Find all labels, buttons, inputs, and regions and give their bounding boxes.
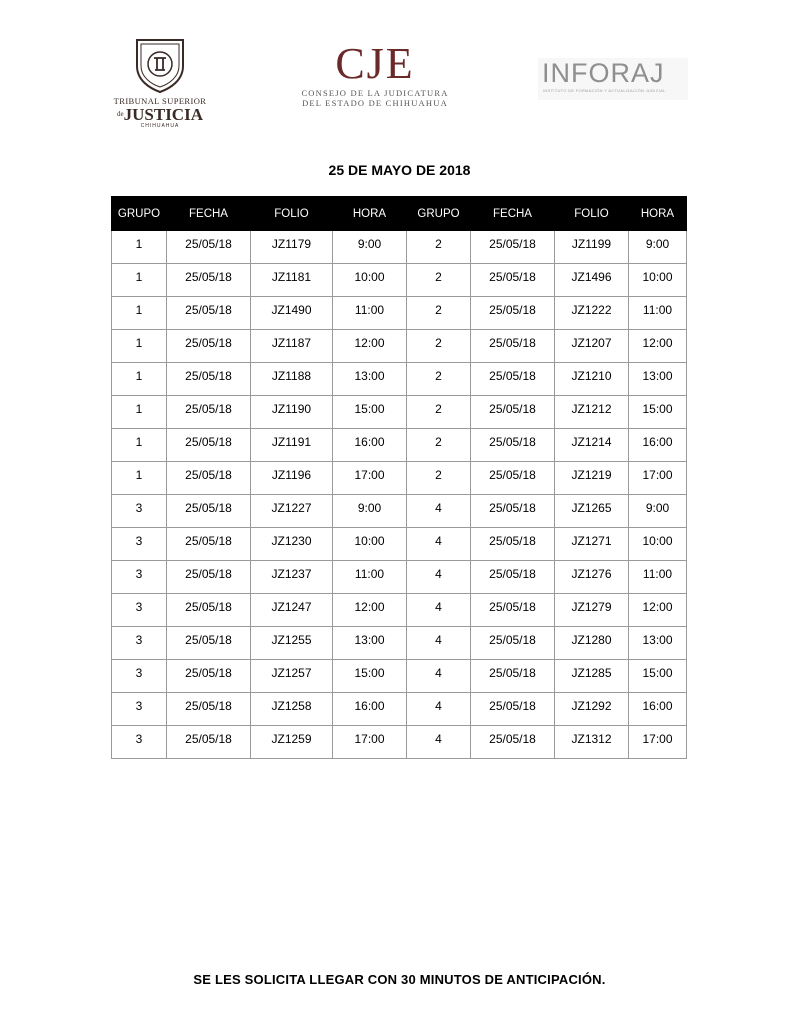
tsj-line3: CHIHUAHUA (140, 123, 180, 129)
cell-hora-2: 17:00 (629, 462, 687, 495)
cell-fecha-1: 25/05/18 (167, 231, 251, 264)
cell-fecha-1: 25/05/18 (167, 429, 251, 462)
cell-hora-2: 10:00 (629, 528, 687, 561)
cell-grupo-1: 1 (112, 330, 167, 363)
table-row (112, 726, 687, 759)
inforaj-sub: INSTITUTO DE FORMACIÓN Y ACTUALIZACIÓN JUDICIAL (543, 88, 666, 93)
table-row (112, 462, 687, 495)
cell-grupo-2: 2 (407, 363, 471, 396)
cell-fecha-1: 25/05/18 (167, 297, 251, 330)
cell-fecha-2: 25/05/18 (471, 462, 555, 495)
cell-folio-1: JZ1188 (251, 363, 333, 396)
cell-hora-2: 17:00 (629, 726, 687, 759)
cell-hora-2: 16:00 (629, 693, 687, 726)
tsj-line1: TRIBUNAL SUPERIOR (113, 96, 207, 106)
cell-hora-2: 16:00 (629, 429, 687, 462)
cell-folio-2: JZ1219 (555, 462, 629, 495)
cell-fecha-1: 25/05/18 (167, 528, 251, 561)
cell-hora-2: 12:00 (629, 594, 687, 627)
cell-fecha-2: 25/05/18 (471, 396, 555, 429)
cell-folio-1: JZ1255 (251, 627, 333, 660)
header-folio-1: FOLIO (251, 197, 333, 231)
page-title: 25 DE MAYO DE 2018 (328, 162, 471, 178)
cell-fecha-2: 25/05/18 (471, 363, 555, 396)
schedule-body (112, 231, 687, 759)
cell-fecha-1: 25/05/18 (167, 264, 251, 297)
cell-grupo-1: 1 (112, 297, 167, 330)
table-row (112, 693, 687, 726)
cell-fecha-2: 25/05/18 (471, 264, 555, 297)
cell-folio-2: JZ1285 (555, 660, 629, 693)
cell-hora-1: 10:00 (333, 528, 407, 561)
cell-hora-1: 13:00 (333, 627, 407, 660)
cell-grupo-2: 4 (407, 495, 471, 528)
cell-fecha-1: 25/05/18 (167, 726, 251, 759)
table-row (112, 495, 687, 528)
tsj-line2-prefix: de (117, 110, 124, 118)
cje-sub2: DEL ESTADO DE CHIHUAHUA (302, 98, 448, 108)
cell-folio-1: JZ1490 (251, 297, 333, 330)
header-grupo-2: GRUPO (407, 197, 471, 231)
cell-hora-1: 17:00 (333, 726, 407, 759)
table-row (112, 330, 687, 363)
cell-grupo-2: 2 (407, 264, 471, 297)
cell-hora-1: 11:00 (333, 297, 407, 330)
cell-grupo-1: 3 (112, 594, 167, 627)
cell-grupo-2: 4 (407, 627, 471, 660)
cell-hora-1: 11:00 (333, 561, 407, 594)
cell-hora-2: 15:00 (629, 396, 687, 429)
cje-mark: CJE (335, 39, 415, 88)
tsj-logo (112, 36, 208, 128)
table-row (112, 627, 687, 660)
cell-folio-2: JZ1199 (555, 231, 629, 264)
cell-folio-1: JZ1258 (251, 693, 333, 726)
cell-folio-2: JZ1271 (555, 528, 629, 561)
cell-grupo-1: 3 (112, 693, 167, 726)
header-hora-2: HORA (629, 197, 687, 231)
cell-hora-1: 16:00 (333, 429, 407, 462)
cell-fecha-1: 25/05/18 (167, 594, 251, 627)
cell-folio-2: JZ1276 (555, 561, 629, 594)
cell-grupo-2: 4 (407, 660, 471, 693)
cell-fecha-1: 25/05/18 (167, 396, 251, 429)
cell-hora-1: 15:00 (333, 396, 407, 429)
cell-hora-2: 11:00 (629, 297, 687, 330)
cell-grupo-2: 2 (407, 396, 471, 429)
table-row (112, 561, 687, 594)
header-fecha-2: FECHA (471, 197, 555, 231)
cell-hora-2: 13:00 (629, 627, 687, 660)
table-header-row (112, 197, 687, 231)
cell-grupo-1: 3 (112, 528, 167, 561)
cell-folio-1: JZ1191 (251, 429, 333, 462)
cell-grupo-2: 2 (407, 429, 471, 462)
cell-folio-1: JZ1196 (251, 462, 333, 495)
header-fecha-1: FECHA (167, 197, 251, 231)
cje-sub1: CONSEJO DE LA JUDICATURA (301, 88, 449, 98)
cell-hora-2: 15:00 (629, 660, 687, 693)
cell-folio-1: JZ1237 (251, 561, 333, 594)
cell-hora-1: 9:00 (333, 495, 407, 528)
tsj-shield-emblem-icon (133, 36, 187, 94)
cell-folio-1: JZ1247 (251, 594, 333, 627)
cell-folio-2: JZ1292 (555, 693, 629, 726)
cell-folio-1: JZ1259 (251, 726, 333, 759)
cell-hora-1: 12:00 (333, 594, 407, 627)
cell-folio-2: JZ1279 (555, 594, 629, 627)
cell-grupo-2: 2 (407, 330, 471, 363)
cell-fecha-2: 25/05/18 (471, 627, 555, 660)
footer-note: SE LES SOLICITA LLEGAR CON 30 MINUTOS DE ANTICIPACIÓN. (193, 972, 606, 987)
cell-hora-1: 9:00 (333, 231, 407, 264)
cell-hora-1: 13:00 (333, 363, 407, 396)
cell-grupo-1: 1 (112, 429, 167, 462)
cell-folio-2: JZ1280 (555, 627, 629, 660)
cell-fecha-2: 25/05/18 (471, 693, 555, 726)
cell-grupo-1: 3 (112, 660, 167, 693)
cell-folio-2: JZ1210 (555, 363, 629, 396)
cell-fecha-1: 25/05/18 (167, 462, 251, 495)
cell-folio-1: JZ1181 (251, 264, 333, 297)
cell-fecha-1: 25/05/18 (167, 561, 251, 594)
cell-hora-2: 11:00 (629, 561, 687, 594)
cell-hora-1: 12:00 (333, 330, 407, 363)
cell-grupo-2: 2 (407, 462, 471, 495)
cell-fecha-2: 25/05/18 (471, 495, 555, 528)
cell-hora-2: 9:00 (629, 231, 687, 264)
cell-folio-1: JZ1187 (251, 330, 333, 363)
cell-hora-1: 16:00 (333, 693, 407, 726)
cell-grupo-2: 2 (407, 231, 471, 264)
cell-grupo-1: 1 (112, 264, 167, 297)
table-row (112, 231, 687, 264)
cell-fecha-1: 25/05/18 (167, 330, 251, 363)
table-row (112, 396, 687, 429)
cell-fecha-2: 25/05/18 (471, 231, 555, 264)
cell-folio-2: JZ1496 (555, 264, 629, 297)
cell-fecha-2: 25/05/18 (471, 660, 555, 693)
cell-folio-2: JZ1312 (555, 726, 629, 759)
cell-hora-2: 12:00 (629, 330, 687, 363)
cell-folio-1: JZ1190 (251, 396, 333, 429)
cell-folio-2: JZ1222 (555, 297, 629, 330)
cell-fecha-2: 25/05/18 (471, 528, 555, 561)
cell-grupo-1: 1 (112, 231, 167, 264)
inforaj-logo (538, 58, 688, 100)
cell-fecha-2: 25/05/18 (471, 726, 555, 759)
table-row (112, 429, 687, 462)
cell-grupo-1: 3 (112, 726, 167, 759)
cell-grupo-2: 4 (407, 594, 471, 627)
cell-grupo-2: 4 (407, 528, 471, 561)
table-row (112, 363, 687, 396)
cell-fecha-1: 25/05/18 (167, 693, 251, 726)
cell-hora-1: 15:00 (333, 660, 407, 693)
cje-logo (300, 40, 450, 108)
cell-folio-2: JZ1212 (555, 396, 629, 429)
cell-hora-1: 10:00 (333, 264, 407, 297)
cell-hora-1: 17:00 (333, 462, 407, 495)
cell-grupo-1: 1 (112, 396, 167, 429)
header-folio-2: FOLIO (555, 197, 629, 231)
cell-grupo-1: 1 (112, 363, 167, 396)
cell-folio-2: JZ1214 (555, 429, 629, 462)
cell-fecha-1: 25/05/18 (167, 660, 251, 693)
cell-grupo-1: 3 (112, 627, 167, 660)
cell-grupo-1: 3 (112, 495, 167, 528)
cell-grupo-2: 2 (407, 297, 471, 330)
cell-fecha-2: 25/05/18 (471, 561, 555, 594)
cell-hora-2: 10:00 (629, 264, 687, 297)
tsj-line2-main: JUSTICIA (123, 105, 203, 124)
cell-fecha-1: 25/05/18 (167, 627, 251, 660)
table-row (112, 660, 687, 693)
table-row (112, 264, 687, 297)
cell-hora-2: 13:00 (629, 363, 687, 396)
cell-grupo-1: 3 (112, 561, 167, 594)
cell-folio-2: JZ1265 (555, 495, 629, 528)
cell-fecha-2: 25/05/18 (471, 429, 555, 462)
cell-hora-2: 9:00 (629, 495, 687, 528)
cell-fecha-1: 25/05/18 (167, 363, 251, 396)
cell-folio-1: JZ1230 (251, 528, 333, 561)
cell-fecha-2: 25/05/18 (471, 297, 555, 330)
table-row (112, 528, 687, 561)
table-row (112, 297, 687, 330)
cell-fecha-1: 25/05/18 (167, 495, 251, 528)
cell-fecha-2: 25/05/18 (471, 594, 555, 627)
cell-fecha-2: 25/05/18 (471, 330, 555, 363)
cell-grupo-2: 4 (407, 693, 471, 726)
tsj-line2 (112, 106, 208, 123)
table-row (112, 594, 687, 627)
schedule-table (111, 196, 687, 759)
cell-grupo-1: 1 (112, 462, 167, 495)
cell-folio-1: JZ1179 (251, 231, 333, 264)
cell-folio-1: JZ1227 (251, 495, 333, 528)
cell-grupo-2: 4 (407, 561, 471, 594)
cell-folio-2: JZ1207 (555, 330, 629, 363)
inforaj-mark: INFORAJ (542, 58, 665, 88)
header-grupo-1: GRUPO (112, 197, 167, 231)
cell-grupo-2: 4 (407, 726, 471, 759)
header-hora-1: HORA (333, 197, 407, 231)
cell-folio-1: JZ1257 (251, 660, 333, 693)
